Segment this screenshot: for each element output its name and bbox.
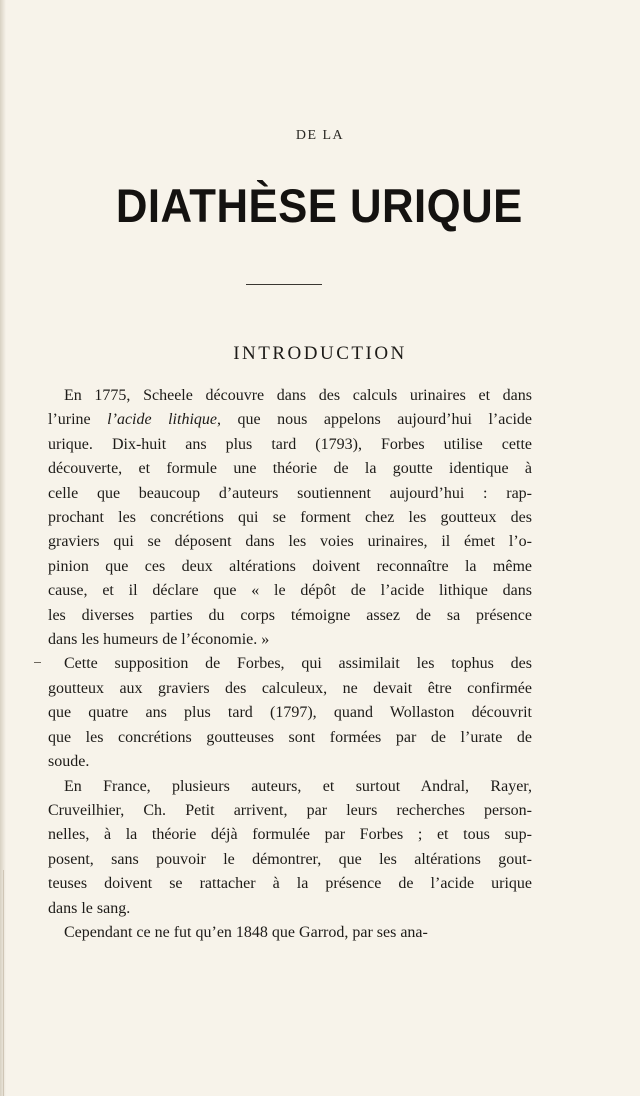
italic-term: l’acide lithique — [107, 411, 217, 429]
paragraph-3 — [48, 775, 532, 921]
body-text — [48, 384, 532, 945]
text-line: urique. Dix-huit ans plus tard (1793), Forbes utilise cette — [48, 435, 532, 453]
header-de-la: DE LA — [295, 128, 345, 143]
text-line: Cruveilhier, Ch. Petit arrivent, par leurs recherches person- — [48, 801, 532, 819]
margin-mark — [34, 662, 41, 663]
text-line: que quatre ans plus tard (1797), quand Wollaston découvrit — [48, 704, 532, 722]
paragraph-2 — [48, 652, 532, 774]
text-line: nelles, à la théorie déjà formulée par Forbes ; et tous sup- — [48, 826, 532, 844]
paragraph-1 — [48, 384, 532, 652]
section-heading: INTRODUCTION — [233, 343, 407, 364]
text-line: goutteux aux graviers des calculeux, ne devait être confirmée — [48, 679, 532, 697]
title-divider — [246, 284, 322, 285]
binding-line — [3, 870, 4, 1096]
text-line: l’urine l’acide lithique, que nous appelons aujourd’hui l’acide — [48, 411, 532, 429]
text-line: posent, sans pouvoir le démontrer, que les altérations gout- — [48, 850, 532, 868]
page-title: DIATHÈSE URIQUE — [115, 179, 523, 232]
text-line: dans les humeurs de l’économie. » — [48, 631, 270, 649]
text-line: En 1775, Scheele découvre dans des calculs urinaires et dans — [64, 387, 532, 404]
text-line: pinion que ces deux altérations doivent reconnaître la même — [48, 557, 532, 575]
text-line: découverte, et formule une théorie de la goutte identique à — [48, 460, 532, 478]
text-line: Cependant ce ne fut qu’en 1848 que Garrod, par ses ana- — [64, 923, 428, 941]
text-line: celle que beaucoup d’auteurs soutiennent aujourd’hui : rap- — [48, 484, 532, 502]
text-line: graviers qui se déposent dans les voies urinaires, il émet l’o- — [48, 533, 532, 551]
text-line: les diverses parties du corps témoigne assez de sa présence — [48, 606, 532, 624]
text-line: teuses doivent se rattacher à la présence de l’acide urique — [48, 875, 532, 893]
text-line: que les concrétions goutteuses sont formées par de l’urate de — [48, 728, 532, 746]
paragraph-4 — [48, 921, 532, 945]
text-line: prochant les concrétions qui se forment chez les goutteux des — [48, 509, 532, 527]
text-line: En France, plusieurs auteurs, et surtout Andral, Rayer, — [64, 777, 532, 795]
text-line: Cette supposition de Forbes, qui assimilait les tophus des — [64, 655, 532, 673]
text-line: dans le sang. — [48, 899, 131, 917]
text-line: soude. — [48, 753, 90, 771]
text-line: cause, et il déclare que « le dépôt de l’acide lithique dans — [48, 582, 532, 600]
